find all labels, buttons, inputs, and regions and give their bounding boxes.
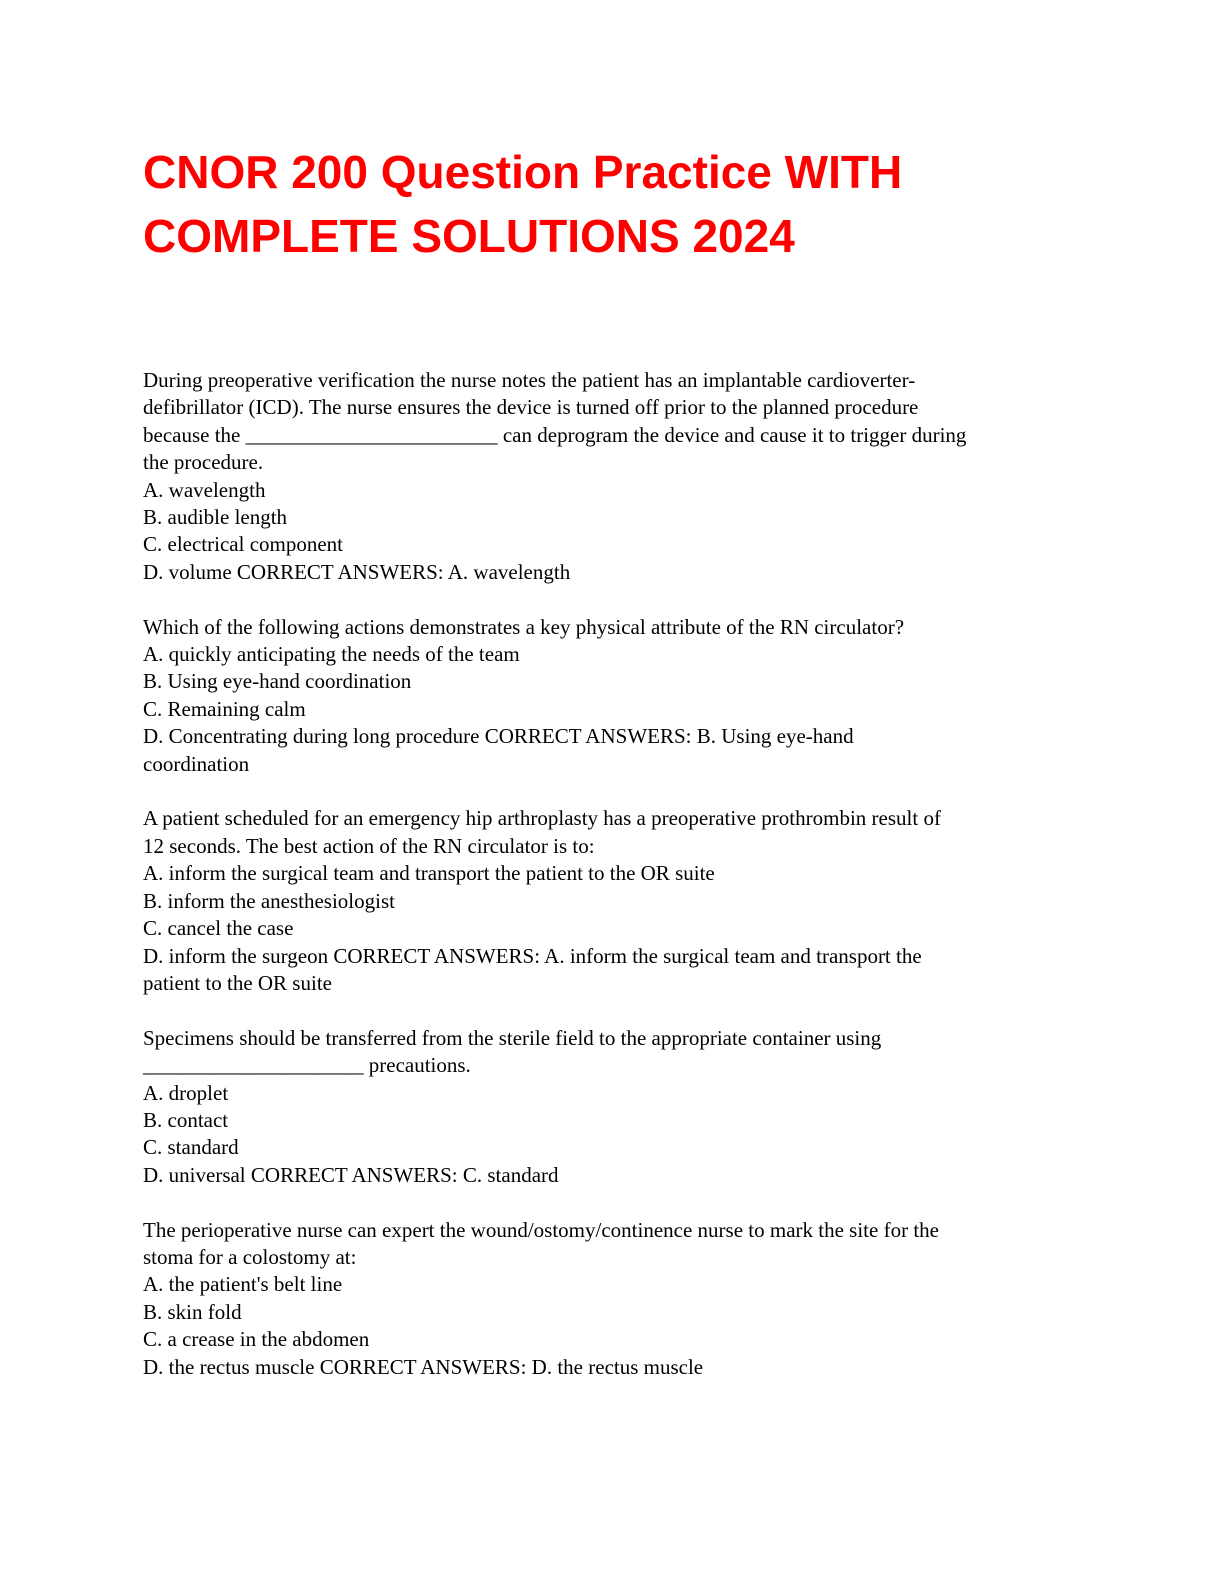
question-list xyxy=(143,367,1103,1408)
question-2-option-a: A. quickly anticipating the needs of the team xyxy=(143,642,520,667)
question-1-option-d-with-answer: D. volume CORRECT ANSWERS: A. wavelength xyxy=(143,559,571,584)
question-block-1 xyxy=(143,367,1103,586)
question-2-option-b: B. Using eye-hand coordination xyxy=(143,669,412,694)
question-4-option-d-with-answer: D. universal CORRECT ANSWERS: C. standard xyxy=(143,1162,559,1187)
title-line-1: CNOR 200 Question Practice WITH xyxy=(143,146,903,198)
question-4-option-a: A. droplet xyxy=(143,1080,229,1105)
question-4-text-line: Specimens should be transferred from the sterile field to the appropriate container using xyxy=(143,1025,882,1050)
question-block-4 xyxy=(143,1025,1103,1189)
question-3-text-line: 12 seconds. The best action of the RN circulator is to: xyxy=(143,833,595,858)
question-5-option-c: C. a crease in the abdomen xyxy=(143,1327,370,1352)
document-title xyxy=(143,140,1143,268)
question-1-text-line: the procedure. xyxy=(143,450,264,475)
question-3-text-line: A patient scheduled for an emergency hip arthroplasty has a preoperative prothrombin result of xyxy=(143,806,941,831)
question-1-option-b: B. audible length xyxy=(143,505,288,530)
question-block-2 xyxy=(143,614,1103,778)
question-block-5 xyxy=(143,1217,1103,1381)
question-5-text-line: stoma for a colostomy at: xyxy=(143,1244,357,1269)
question-5-option-d-with-answer: D. the rectus muscle CORRECT ANSWERS: D. the rectus muscle xyxy=(143,1354,704,1379)
question-3-option-a: A. inform the surgical team and transport the patient to the OR suite xyxy=(143,861,715,886)
question-1-option-a: A. wavelength xyxy=(143,477,266,502)
question-4-text-line: _____________________ precautions. xyxy=(143,1053,471,1078)
question-4-option-c: C. standard xyxy=(143,1135,239,1160)
question-1-text-line: During preoperative verification the nurse notes the patient has an implantable cardioverter- xyxy=(143,368,916,392)
question-2-option-c: C. Remaining calm xyxy=(143,696,306,721)
title-line-2: COMPLETE SOLUTIONS 2024 xyxy=(143,210,795,262)
question-2-option-d-with-answer: D. Concentrating during long procedure CORRECT ANSWERS: B. Using eye-hand xyxy=(143,724,854,749)
question-1-text-line: because the ________________________ can deprogram the device and cause it to trigger during xyxy=(143,422,967,447)
question-3-answer-continuation: patient to the OR suite xyxy=(143,970,332,995)
question-block-3 xyxy=(143,805,1103,997)
question-5-option-a: A. the patient's belt line xyxy=(143,1272,343,1297)
question-5-option-b: B. skin fold xyxy=(143,1299,242,1324)
question-4-option-b: B. contact xyxy=(143,1107,229,1132)
question-2-answer-continuation: coordination xyxy=(143,751,250,776)
question-3-option-c: C. cancel the case xyxy=(143,916,294,941)
question-1-text-line: defibrillator (ICD). The nurse ensures the device is turned off prior to the planned procedure xyxy=(143,395,919,420)
question-3-option-d-with-answer: D. inform the surgeon CORRECT ANSWERS: A. inform the surgical team and transport the xyxy=(143,943,922,968)
question-1-option-c: C. electrical component xyxy=(143,532,344,557)
question-5-text-line: The perioperative nurse can expert the wound/ostomy/continence nurse to mark the site for the xyxy=(143,1217,939,1242)
question-3-option-b: B. inform the anesthesiologist xyxy=(143,888,395,913)
question-2-text-line: Which of the following actions demonstrates a key physical attribute of the RN circulator? xyxy=(143,614,905,639)
